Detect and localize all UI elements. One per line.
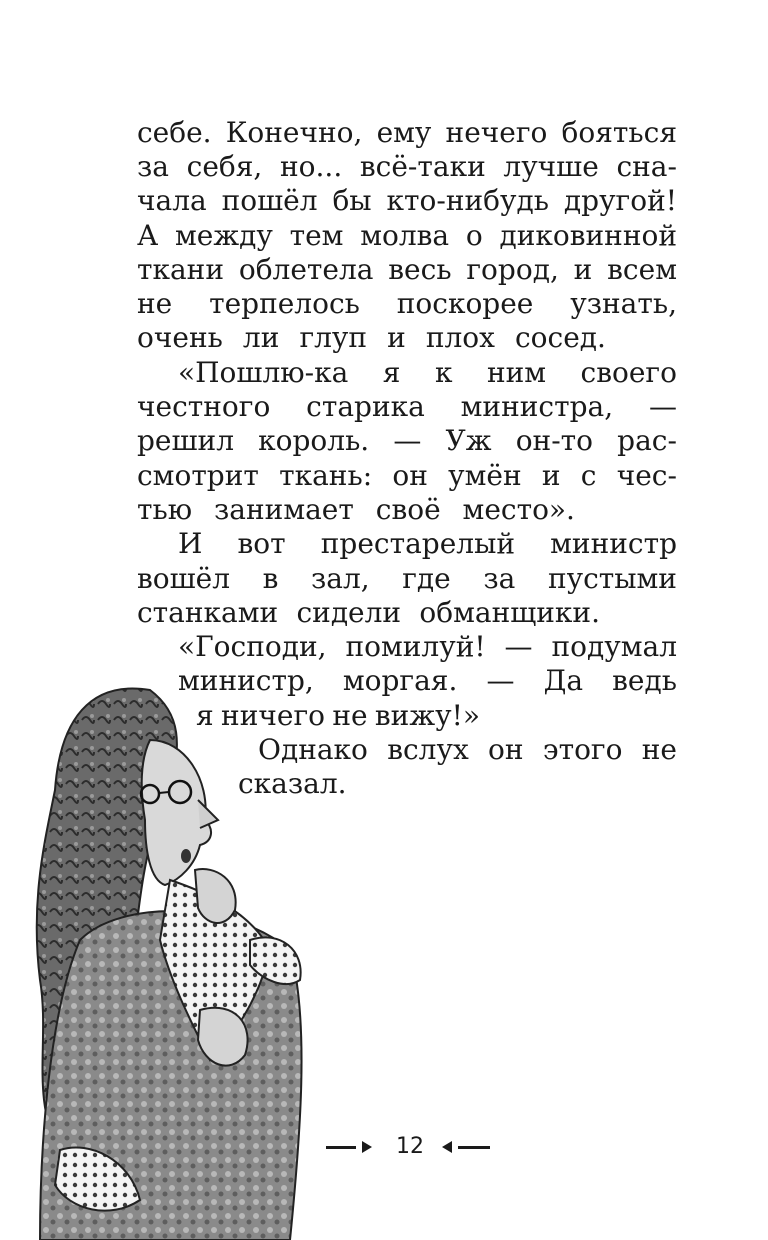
text-line xyxy=(137,562,677,596)
text-line xyxy=(137,321,606,355)
text-line xyxy=(137,184,677,218)
word: сказал. xyxy=(238,767,347,800)
word: — xyxy=(648,390,677,423)
word: поскорее xyxy=(396,287,534,320)
word: своего xyxy=(580,356,677,389)
word: с xyxy=(580,459,597,492)
word: Да xyxy=(543,664,584,697)
word: ткани xyxy=(137,253,225,286)
word: честного xyxy=(137,390,271,423)
arrow-left-icon xyxy=(442,1141,452,1153)
arrow-right-icon xyxy=(362,1141,372,1153)
word: терпелось xyxy=(209,287,360,320)
word: плох xyxy=(425,321,495,354)
word: и xyxy=(541,459,561,492)
word: тем xyxy=(289,219,344,252)
word: другой! xyxy=(563,184,677,217)
word: где xyxy=(402,562,451,595)
word: бы xyxy=(332,184,372,217)
word: себя, xyxy=(186,150,263,183)
word: станками xyxy=(137,596,279,629)
word: пошёл xyxy=(221,184,318,217)
word: король. xyxy=(258,424,370,457)
word: «Господи, xyxy=(178,630,327,663)
word: очень xyxy=(137,321,223,354)
text-line xyxy=(178,527,677,561)
word: ткань: xyxy=(279,459,373,492)
word: и xyxy=(573,253,593,286)
word: не xyxy=(332,699,368,732)
word: я xyxy=(196,699,214,732)
word: вошёл xyxy=(137,562,231,595)
word: рас- xyxy=(617,424,677,457)
word: умён xyxy=(448,459,522,492)
word: решил xyxy=(137,424,234,457)
text-line xyxy=(137,116,677,150)
word: министра, xyxy=(460,390,614,423)
word: занимает xyxy=(214,493,354,526)
word: Однако xyxy=(258,733,368,766)
word: я xyxy=(382,356,401,389)
word: всё-таки xyxy=(359,150,486,183)
word: диковинной xyxy=(499,219,677,252)
word: вот xyxy=(237,527,286,560)
text-line xyxy=(137,287,677,321)
word: ли xyxy=(242,321,280,354)
word: подумал xyxy=(551,630,677,663)
word: и xyxy=(387,321,406,354)
word: своё xyxy=(375,493,441,526)
word: обманщики. xyxy=(419,596,600,629)
word: место». xyxy=(462,493,575,526)
word: моргая. xyxy=(342,664,458,697)
word: он-то xyxy=(515,424,594,457)
word: город, xyxy=(466,253,559,286)
word: за xyxy=(483,562,516,595)
word: — xyxy=(393,424,422,457)
word: сна- xyxy=(616,150,677,183)
word: старика xyxy=(306,390,425,423)
word: между xyxy=(174,219,273,252)
word: тью xyxy=(137,493,193,526)
word: помилуй! xyxy=(345,630,486,663)
page-footer xyxy=(0,1130,768,1164)
word: смотрит xyxy=(137,459,259,492)
word: Уж xyxy=(445,424,492,457)
word: всем xyxy=(607,253,677,286)
word: нечего xyxy=(445,116,548,149)
text-line xyxy=(137,596,600,630)
word: «Пошлю-ка xyxy=(178,356,349,389)
word: не xyxy=(137,287,173,320)
word: — xyxy=(486,664,515,697)
word: лучше xyxy=(503,150,599,183)
word: сидели xyxy=(296,596,402,629)
page-number: 12 xyxy=(396,1134,424,1159)
word: министр xyxy=(550,527,677,560)
word: кто-нибудь xyxy=(386,184,549,217)
word: глуп xyxy=(299,321,368,354)
word: бояться xyxy=(561,116,677,149)
word: о xyxy=(465,219,483,252)
word: облетела xyxy=(238,253,374,286)
word: вслух xyxy=(387,733,469,766)
word: Конечно, xyxy=(225,116,363,149)
word: вижу!» xyxy=(374,699,480,732)
word: пустыми xyxy=(547,562,677,595)
word: к xyxy=(434,356,453,389)
word: весь xyxy=(388,253,452,286)
word: он xyxy=(488,733,524,766)
word: молва xyxy=(360,219,450,252)
text-line xyxy=(137,253,677,287)
word: но... xyxy=(280,150,343,183)
word: ему xyxy=(376,116,432,149)
word: он xyxy=(392,459,428,492)
word: чес- xyxy=(616,459,677,492)
word: И xyxy=(178,527,203,560)
word: себе. xyxy=(137,116,212,149)
word: престарелый xyxy=(320,527,516,560)
word: чала xyxy=(137,184,207,217)
word: узнать, xyxy=(570,287,677,320)
word: зал, xyxy=(311,562,370,595)
word: не xyxy=(641,733,677,766)
word: в xyxy=(262,562,279,595)
text-line xyxy=(137,150,677,184)
word: сосед. xyxy=(515,321,606,354)
word: этого xyxy=(542,733,623,766)
word: за xyxy=(137,150,169,183)
text-line xyxy=(137,424,677,458)
text-line xyxy=(137,219,677,253)
footer-rule-left xyxy=(326,1146,356,1149)
word: ним xyxy=(486,356,547,389)
text-line xyxy=(137,459,677,493)
word: — xyxy=(504,630,533,663)
text-line xyxy=(178,630,677,664)
word: А xyxy=(137,219,159,252)
word: министр, xyxy=(178,664,314,697)
text-line xyxy=(178,356,677,390)
word: ничего xyxy=(221,699,325,732)
text-line xyxy=(137,390,677,424)
footer-rule-right xyxy=(458,1146,490,1149)
word: ведь xyxy=(612,664,677,697)
text-line xyxy=(137,493,575,527)
